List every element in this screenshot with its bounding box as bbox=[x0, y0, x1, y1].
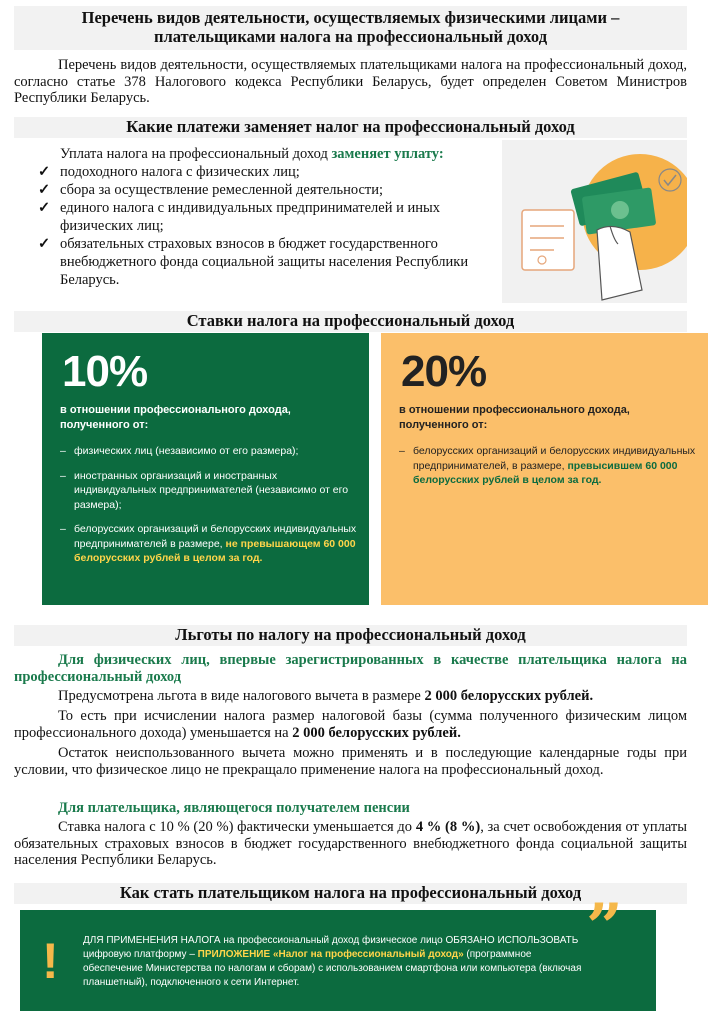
list-item: ✓ подоходного налога с физических лиц; bbox=[38, 164, 300, 180]
list-item: ✓ единого налога с индивидуальных предпринимателей и иных физических лиц; bbox=[38, 200, 441, 234]
replaces-highlight: заменяет уплату: bbox=[331, 146, 444, 162]
list-item: – физических лиц (независимо от его размера); bbox=[60, 445, 299, 457]
list-item: – белорусских организаций и белорусских индивидуальных предпринимателей в размере, не превышающем 60 000 белорусских рублей в целом за год. bbox=[60, 523, 357, 564]
benefit-paragraph-4: Ставка налога с 10 % (20 %) фактически уменьшается до 4 % (8 %), за счет освобождения от уплаты обязательных страховых взносов в бюджет государственного внебюджетного фонда социальной защиты населения Республики Беларусь. bbox=[14, 819, 687, 868]
limit-highlight: превысившем 60 000 белорусских рублей в целом за год. bbox=[413, 459, 678, 486]
replaces-list bbox=[38, 145, 498, 289]
check-icon: ✓ bbox=[38, 164, 51, 180]
exclamation-icon: ! bbox=[42, 933, 59, 989]
limit-highlight: не превышающем 60 000 белорусских рублей в целом за год. bbox=[74, 537, 356, 564]
section-title-how-to: Как стать плательщиком налога на профессиональный доход bbox=[14, 883, 687, 904]
benefit-paragraph-2: То есть при исчислении налога размер налоговой базы (сумма полученного физическим лицом профессионального дохода) уменьшается на 2 000 белорусских рублей. bbox=[14, 708, 687, 741]
list-item: ✓ обязательных страховых взносов в бюджет государственного внебюджетного фонда социальной защиты населения Республики Беларусь. bbox=[38, 236, 469, 288]
check-icon: ✓ bbox=[38, 182, 51, 198]
hand-with-money-icon bbox=[502, 140, 687, 303]
list-item: ✓ сбора за осуществление ремесленной деятельности; bbox=[38, 182, 384, 198]
rate-card-20 bbox=[381, 333, 708, 605]
callout-text: ДЛЯ ПРИМЕНЕНИЯ НАЛОГА на профессиональный доход физическое лицо ОБЯЗАНО ИСПОЛЬЗОВАТЬ цифровую платформу – ПРИЛОЖЕНИЕ «Налог на профессиональный доход» (программное обеспечение Министерства по налогам и сборам) с использованием смартфона или компьютера (включая планшетный), подключенного к сети Интернет. bbox=[83, 935, 582, 988]
rate-card-10 bbox=[42, 333, 369, 605]
check-icon: ✓ bbox=[38, 236, 51, 252]
benefit-paragraph-1: Предусмотрена льгота в виде налогового вычета в размере 2 000 белорусских рублей. bbox=[58, 688, 594, 704]
benefit-paragraph-3: Остаток неиспользованного вычета можно применять и в последующие календарные годы при условии, что физическое лицо не прекращало применение налога на профессиональный доход. bbox=[14, 745, 687, 778]
benefit-subheading-pension: Для плательщика, являющегося получателем пенсии bbox=[58, 800, 410, 816]
section-title-replaces: Какие платежи заменяет налог на профессиональный доход bbox=[14, 117, 687, 138]
section-title-benefits: Льготы по налогу на профессиональный доход bbox=[14, 625, 687, 646]
check-icon: ✓ bbox=[38, 200, 51, 216]
quote-icon: ” bbox=[586, 890, 623, 965]
section-title-activities bbox=[14, 6, 687, 50]
section-title-rates: Ставки налога на профессиональный доход bbox=[14, 311, 687, 332]
rate-subtitle: в отношении профессионального дохода, полученного от: bbox=[60, 404, 291, 431]
rate-subtitle: в отношении профессионального дохода, полученного от: bbox=[399, 404, 630, 431]
title-line-1: Перечень видов деятельности, осуществляемых физическими лицами – bbox=[81, 8, 620, 27]
app-name-highlight: ПРИЛОЖЕНИЕ «Налог на профессиональный доход» bbox=[197, 949, 464, 960]
rate-percent: 20% bbox=[401, 347, 487, 396]
list-item: – белорусских организаций и белорусских индивидуальных предпринимателей, в размере, превысившем 60 000 белорусских рублей в целом за год. bbox=[399, 445, 696, 486]
rate-percent: 10% bbox=[62, 347, 148, 396]
benefit-subheading-first: Для физических лиц, впервые зарегистрированных в качестве плательщика налога на профессиональный доход bbox=[14, 652, 687, 685]
replaces-lead: Уплата налога на профессиональный доход заменяет уплату: bbox=[60, 146, 444, 162]
activities-paragraph: Перечень видов деятельности, осуществляемых плательщиками налога на профессиональный доход, согласно статье 378 Налогового кодекса Республики Беларусь, будет определен Советом Министров Республики Беларусь. bbox=[14, 57, 687, 106]
title-line-2: плательщиками налога на профессиональный доход bbox=[153, 27, 548, 46]
list-item: – иностранных организаций и иностранных индивидуальных предпринимателей (независимо от его размера); bbox=[60, 469, 349, 511]
